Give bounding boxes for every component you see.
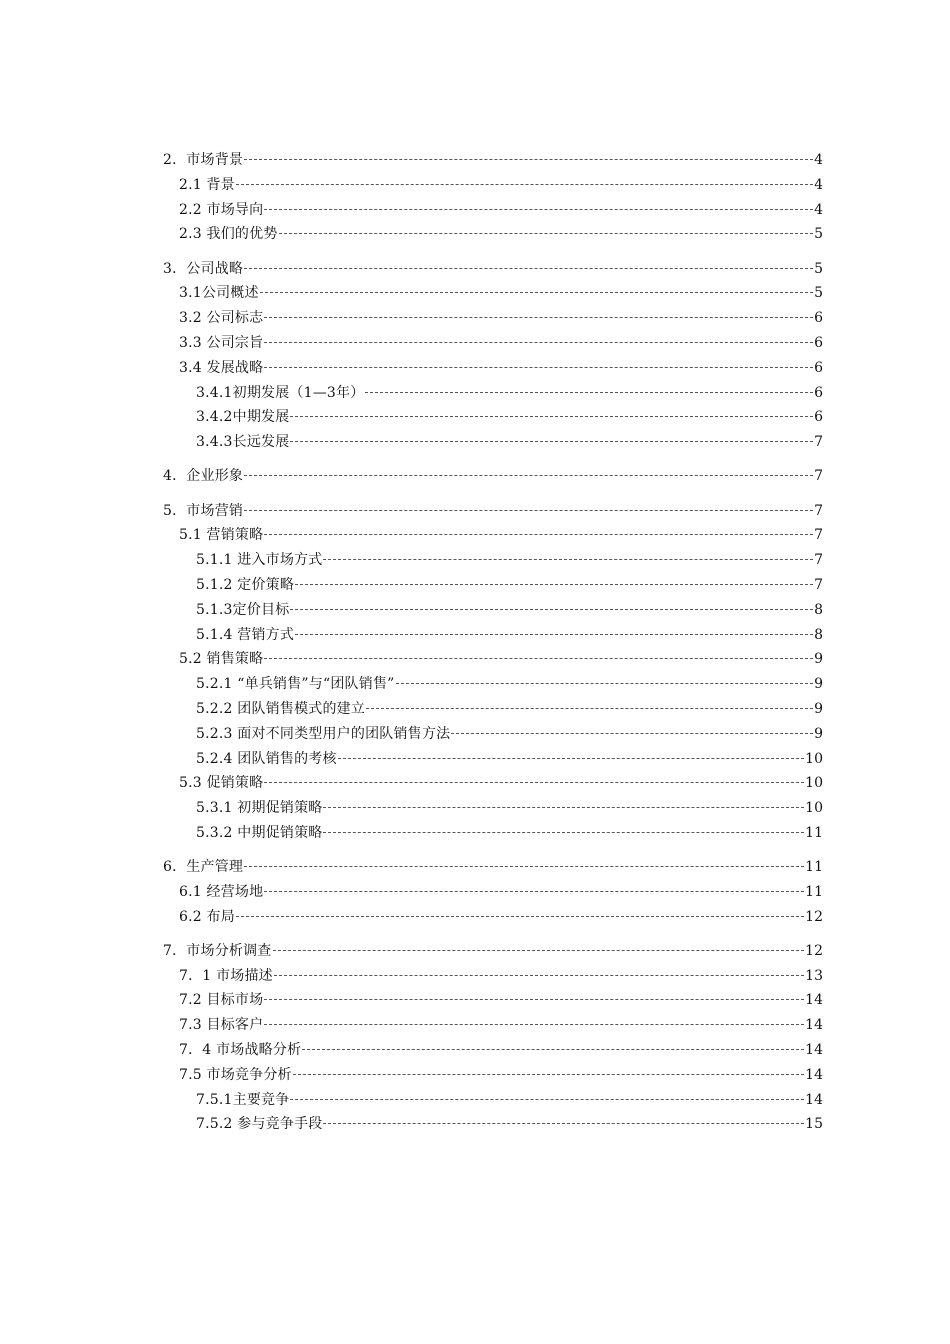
toc-entry-page-number: 12 (805, 908, 823, 925)
toc-entry[interactable] (163, 381, 823, 406)
toc-entry-label: 7．4 市场战略分析 (179, 1042, 302, 1059)
toc-entry[interactable] (163, 573, 823, 598)
toc-dot-leader (236, 915, 804, 917)
toc-entry[interactable] (163, 939, 823, 964)
toc-entry[interactable] (163, 499, 823, 524)
toc-entry-label: 3．公司战略 (163, 260, 244, 277)
toc-entry-label: 2．市场背景 (163, 152, 244, 168)
toc-entry[interactable] (163, 964, 823, 989)
toc-entry[interactable] (163, 623, 823, 648)
toc-dot-leader (244, 474, 813, 476)
toc-entry-page-number: 10 (805, 750, 823, 767)
toc-dot-leader (290, 1098, 804, 1100)
toc-entry-label: 2.3 我们的优势 (179, 226, 278, 243)
toc-entry[interactable] (163, 1038, 823, 1063)
toc-dot-leader (396, 682, 814, 684)
toc-dot-leader (273, 949, 805, 951)
toc-entry-label: 2.2 市场导向 (179, 201, 264, 218)
toc-dot-leader (264, 341, 813, 343)
toc-entry-label: 3.2 公司标志 (179, 310, 264, 327)
toc-entry[interactable] (163, 548, 823, 573)
toc-entry[interactable] (163, 771, 823, 796)
toc-dot-leader (290, 415, 813, 417)
toc-entry-label: 5.2.4 团队销售的考核 (196, 750, 337, 767)
toc-dot-leader (323, 831, 804, 833)
toc-entry-label: 3.4.2中期发展 (196, 409, 290, 426)
toc-entry-page-number: 6 (814, 384, 823, 401)
toc-dot-leader (244, 509, 813, 511)
toc-entry[interactable] (163, 697, 823, 722)
toc-entry-page-number: 14 (805, 1017, 823, 1034)
toc-entry-label: 5．市场营销 (163, 502, 244, 519)
toc-entry-page-number: 14 (805, 1042, 823, 1059)
toc-dot-leader (244, 267, 813, 269)
toc-entry-label: 5.1.4 营销方式 (196, 626, 295, 643)
toc-entry-page-number: 4 (814, 176, 823, 193)
toc-dot-leader (338, 757, 805, 759)
toc-entry-label: 5.3.2 中期促销策略 (196, 824, 323, 841)
toc-entry-label: 7.5 市场竞争分析 (179, 1066, 292, 1083)
toc-entry-label: 7．市场分析调查 (163, 942, 272, 959)
toc-entry-page-number: 7 (814, 468, 823, 485)
toc-entry[interactable] (163, 672, 823, 697)
toc-entry-page-number: 8 (814, 601, 823, 618)
toc-entry-label: 5.3 促销策略 (179, 775, 264, 792)
toc-entry-label: 5.3.1 初期促销策略 (196, 800, 323, 817)
toc-entry-page-number: 11 (805, 824, 823, 841)
toc-entry-page-number: 11 (805, 883, 823, 900)
toc-entry[interactable] (163, 331, 823, 356)
toc-dot-leader (264, 208, 813, 210)
toc-entry[interactable] (163, 356, 823, 381)
toc-dot-leader (236, 183, 813, 185)
toc-dot-leader (295, 633, 813, 635)
toc-entry-label: 2.1 背景 (179, 176, 235, 193)
toc-entry-label: 5.2.2 团队销售模式的建立 (196, 700, 366, 717)
toc-dot-leader (264, 781, 804, 783)
toc-entry-label: 3.4.1初期发展（1—3年） (196, 384, 365, 401)
toc-entry[interactable] (163, 1063, 823, 1088)
toc-dot-leader (264, 890, 804, 892)
toc-entry[interactable] (163, 905, 823, 930)
toc-entry[interactable] (163, 430, 823, 455)
toc-entry-label: 5.1 营销策略 (179, 527, 264, 544)
toc-entry[interactable] (163, 647, 823, 672)
toc-entry-label: 7．1 市场描述 (179, 967, 273, 984)
toc-entry[interactable] (163, 405, 823, 430)
toc-entry-label: 7.2 目标市场 (179, 992, 264, 1009)
toc-entry-page-number: 4 (814, 152, 823, 168)
toc-entry-label: 7.5.1主要竞争 (196, 1091, 290, 1108)
toc-dot-leader (264, 533, 813, 535)
toc-entry[interactable] (163, 148, 823, 173)
toc-entry-label: 5.1.2 定价策略 (196, 576, 295, 593)
toc-dot-leader (290, 608, 813, 610)
toc-entry-page-number: 7 (814, 527, 823, 544)
toc-entry[interactable] (163, 880, 823, 905)
toc-entry-page-number: 9 (814, 700, 823, 717)
toc-entry-page-number: 15 (805, 1116, 823, 1133)
toc-entry-page-number: 14 (805, 1066, 823, 1083)
toc-entry-label: 3.3 公司宗旨 (179, 334, 264, 351)
toc-dot-leader (264, 657, 813, 659)
toc-entry-page-number: 6 (814, 409, 823, 426)
toc-entry-label: 5.2 销售策略 (179, 651, 264, 668)
toc-entry-page-number: 7 (814, 434, 823, 451)
toc-dot-leader (323, 806, 804, 808)
toc-entry[interactable] (163, 855, 823, 880)
toc-entry-label: 5.2.1 “单兵销售”与“团队销售” (196, 676, 395, 693)
toc-entry-label: 3.1公司概述 (179, 285, 259, 302)
toc-entry-label: 4．企业形象 (163, 468, 244, 485)
toc-entry-page-number: 6 (814, 310, 823, 327)
toc-entry-page-number: 5 (814, 260, 823, 277)
toc-entry[interactable] (163, 1013, 823, 1038)
toc-dot-leader (264, 316, 813, 318)
toc-entry-page-number: 4 (814, 201, 823, 218)
toc-entry-page-number: 13 (805, 967, 823, 984)
toc-dot-leader (323, 558, 813, 560)
toc-dot-leader (293, 1073, 804, 1075)
toc-entry-page-number: 12 (805, 942, 823, 959)
toc-entry-page-number: 5 (814, 226, 823, 243)
toc-entry[interactable] (163, 173, 823, 198)
toc-entry-label: 6.1 经营场地 (179, 883, 264, 900)
toc-entry-label: 7.3 目标客户 (179, 1017, 264, 1034)
toc-entry[interactable] (163, 988, 823, 1013)
toc-entry-label: 5.2.3 面对不同类型用户的团队销售方法 (196, 725, 451, 742)
toc-dot-leader (260, 291, 813, 293)
toc-dot-leader (264, 998, 804, 1000)
toc-entry[interactable] (163, 281, 823, 306)
toc-entry[interactable] (163, 464, 823, 489)
toc-dot-leader (295, 583, 813, 585)
toc-entry[interactable] (163, 821, 823, 846)
toc-entry-page-number: 7 (814, 552, 823, 569)
toc-entry[interactable] (163, 198, 823, 223)
toc-dot-leader (274, 974, 804, 976)
toc-dot-leader (323, 1122, 804, 1124)
toc-entry-label: 7.5.2 参与竞争手段 (196, 1116, 323, 1133)
toc-entry-page-number: 6 (814, 359, 823, 376)
toc-entry-label: 6．生产管理 (163, 859, 244, 876)
toc-dot-leader (264, 1023, 804, 1025)
toc-entry-page-number: 9 (814, 725, 823, 742)
toc-entry-page-number: 10 (805, 800, 823, 817)
toc-entry-label: 6.2 布局 (179, 908, 235, 925)
toc-entry-page-number: 10 (805, 775, 823, 792)
toc-entry[interactable] (163, 1112, 823, 1137)
toc-entry-label: 3.4.3长远发展 (196, 434, 290, 451)
toc-dot-leader (264, 366, 813, 368)
toc-entry[interactable] (163, 747, 823, 772)
toc-entry[interactable] (163, 257, 823, 282)
toc-entry[interactable] (163, 796, 823, 821)
toc-entry[interactable] (163, 1088, 823, 1113)
toc-dot-leader (279, 232, 814, 234)
toc-entry-page-number: 6 (814, 334, 823, 351)
toc-dot-leader (365, 391, 813, 393)
toc-entry[interactable] (163, 222, 823, 247)
toc-dot-leader (290, 440, 813, 442)
toc-entry-label: 3.4 发展战略 (179, 359, 264, 376)
table-of-contents (163, 148, 823, 1137)
toc-entry-page-number: 9 (814, 676, 823, 693)
toc-entry-page-number: 11 (805, 859, 823, 876)
toc-entry[interactable] (163, 598, 823, 623)
toc-entry[interactable] (163, 722, 823, 747)
toc-entry-page-number: 7 (814, 576, 823, 593)
toc-entry-page-number: 5 (814, 285, 823, 302)
toc-dot-leader (244, 865, 804, 867)
toc-entry-page-number: 8 (814, 626, 823, 643)
toc-dot-leader (451, 732, 813, 734)
toc-entry-page-number: 7 (814, 502, 823, 519)
toc-dot-leader (366, 707, 813, 709)
toc-entry-page-number: 9 (814, 651, 823, 668)
toc-entry[interactable] (163, 523, 823, 548)
toc-entry-label: 5.1.1 进入市场方式 (196, 552, 323, 569)
toc-dot-leader (244, 158, 813, 160)
toc-entry[interactable] (163, 306, 823, 331)
toc-entry-label: 5.1.3定价目标 (196, 601, 290, 618)
toc-dot-leader (302, 1048, 804, 1050)
toc-entry-page-number: 14 (805, 992, 823, 1009)
toc-entry-page-number: 14 (805, 1091, 823, 1108)
